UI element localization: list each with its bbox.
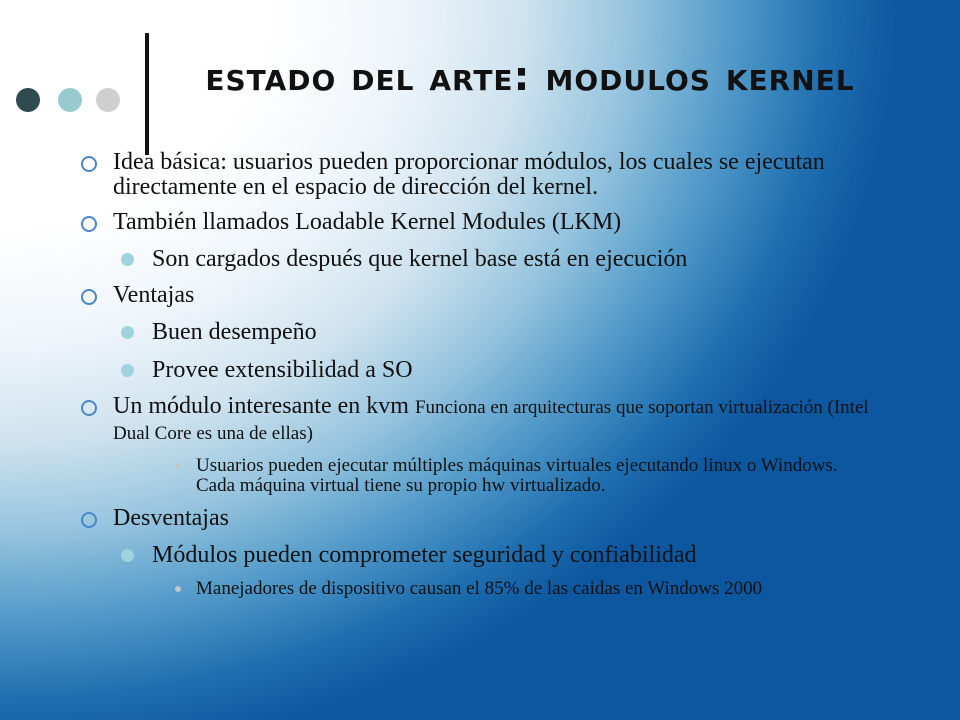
subbullet-cargados: Son cargados después que kernel base está en ejecución	[78, 245, 878, 273]
ring-bullet-icon	[81, 400, 97, 416]
decor-vertical-line	[145, 33, 149, 155]
decor-dot-teal	[58, 88, 82, 112]
subbullet-extensibilidad: Provee extensibilidad a SO	[78, 356, 878, 384]
ring-bullet-icon	[81, 156, 97, 172]
ring-bullet-icon	[81, 512, 97, 528]
decor-dot-dark	[16, 88, 40, 112]
slide-title: estado del arte: modulos kernel	[205, 54, 855, 100]
subbullet-desempeno: Buen desempeño	[78, 318, 878, 346]
small-dot-bullet-icon	[175, 586, 181, 592]
ring-bullet-icon	[81, 289, 97, 305]
slide-content	[78, 150, 878, 609]
decor-dot-gray	[96, 88, 120, 112]
subsubbullet-maquinas-virtuales: Usuarios pueden ejecutar múltiples máquinas virtuales ejecutando linux o Windows. Cada máquina virtual tiene su propio hw virtualizado.	[78, 456, 878, 496]
dot-bullet-icon	[121, 549, 134, 562]
bullet-ventajas: Ventajas	[78, 283, 878, 308]
bullet-kvm: Un módulo interesante en kvm Funciona en arquitecturas que soportan virtualización (Intel Dual Core es una de ellas)	[78, 394, 878, 446]
subbullet-comprometer: Módulos pueden comprometer seguridad y confiabilidad	[78, 541, 878, 569]
dot-bullet-icon	[121, 364, 134, 377]
bullet-desventajas: Desventajas	[78, 506, 878, 531]
ring-bullet-icon	[81, 216, 97, 232]
small-dot-bullet-icon	[175, 463, 181, 469]
dot-bullet-icon	[121, 326, 134, 339]
bullet-idea: Idea básica: usuarios pueden proporcionar módulos, los cuales se ejecutan directamente en el espacio de dirección del kernel.	[78, 150, 878, 200]
bullet-lkm: También llamados Loadable Kernel Modules (LKM)	[78, 210, 878, 235]
subsubbullet-manejadores: Manejadores de dispositivo causan el 85% de las caidas en Windows 2000	[78, 579, 878, 599]
dot-bullet-icon	[121, 253, 134, 266]
